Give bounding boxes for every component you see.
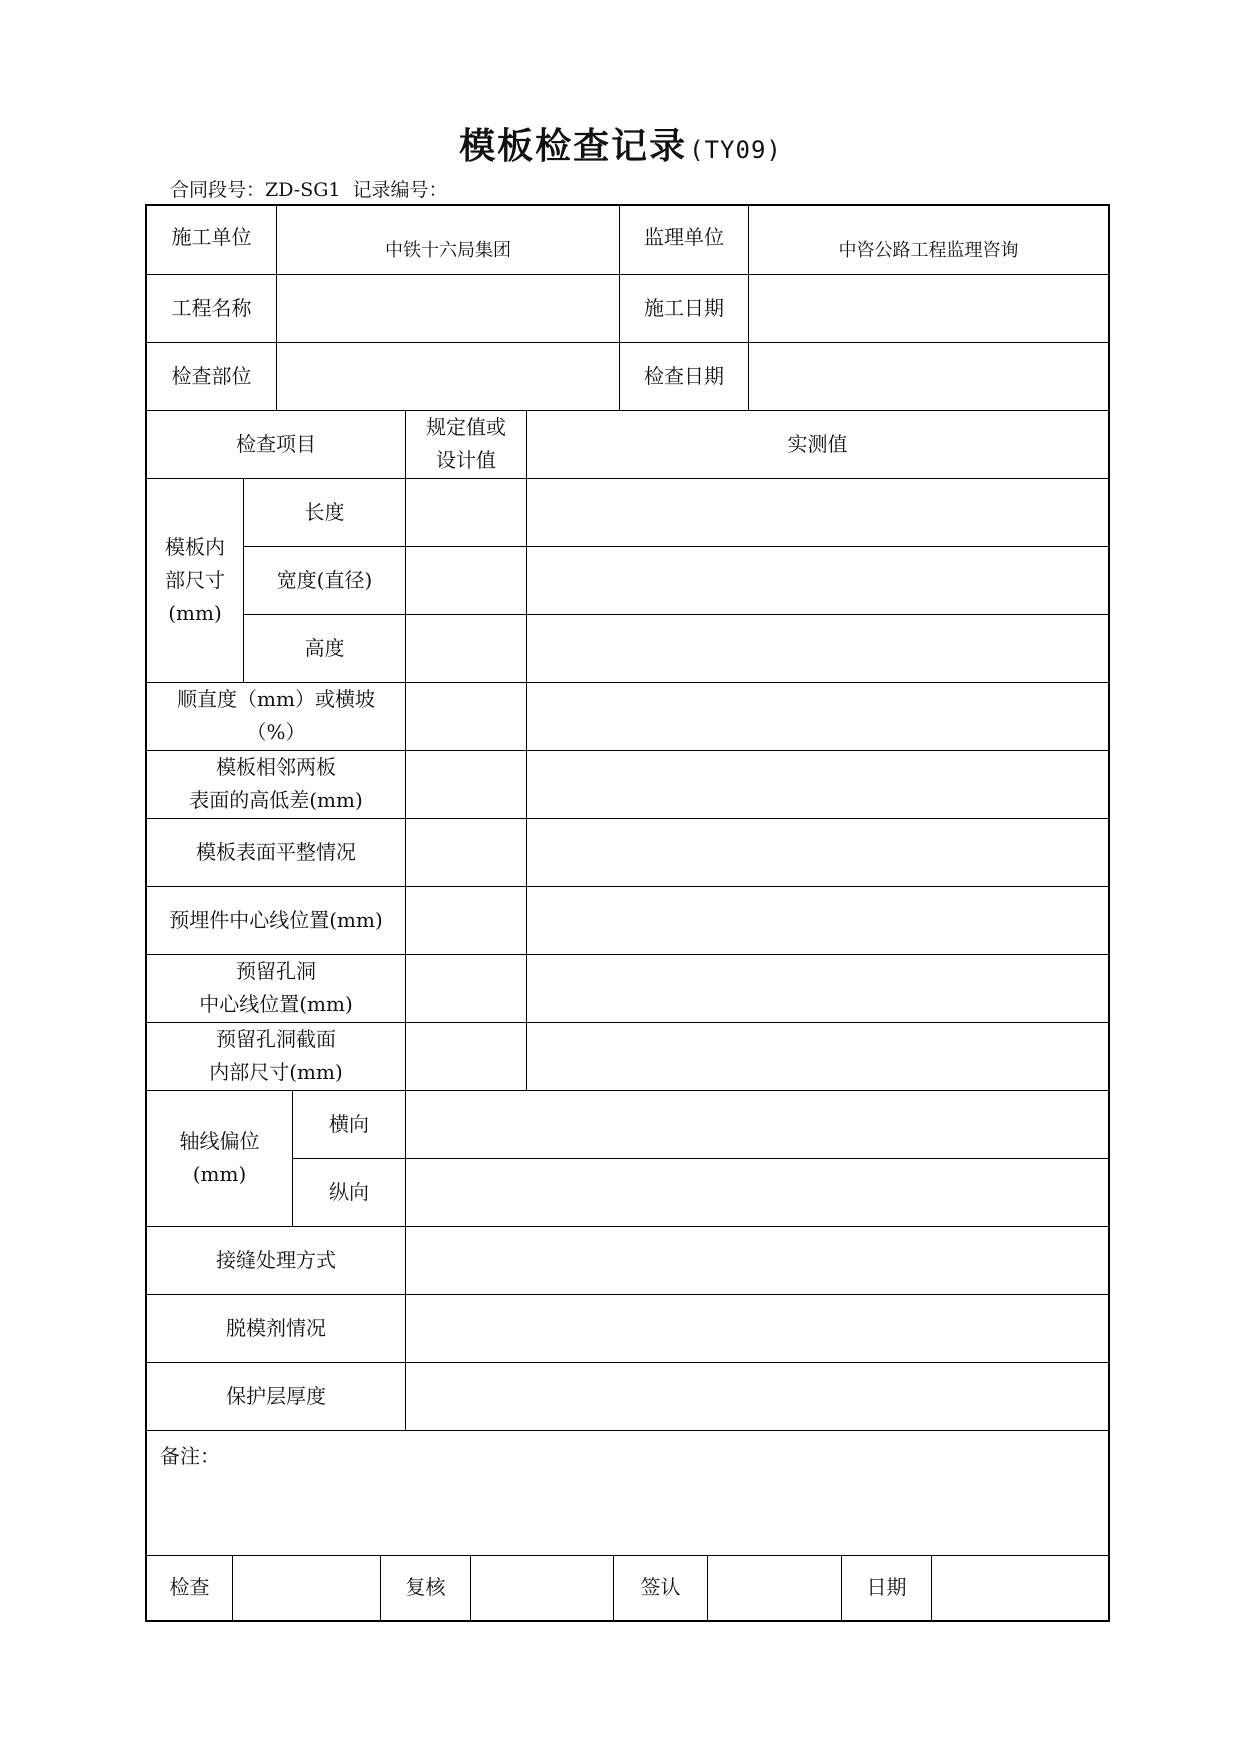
- flatness-label: 模板表面平整情况: [196, 839, 356, 864]
- supervisor-label: 监理单位: [644, 224, 724, 249]
- inspect-signature-field[interactable]: [233, 1555, 380, 1620]
- record-number: 记录编号：: [352, 179, 448, 201]
- inspection-location-field[interactable]: [277, 342, 619, 410]
- form-code: (TY09): [689, 136, 782, 164]
- column-item: 检查项目: [236, 431, 316, 456]
- confirm-signature-field[interactable]: [708, 1555, 841, 1620]
- project-name-label: 工程名称: [171, 295, 252, 320]
- embedded-parts-label: 预埋件中心线位置(mm): [169, 907, 383, 932]
- joint-treatment-label: 接缝处理方式: [216, 1247, 336, 1272]
- review-signature-field[interactable]: [471, 1555, 613, 1620]
- meta-line: [170, 175, 454, 202]
- remarks-label: 备注：: [160, 1444, 220, 1468]
- inspection-location-label: 检查部位: [171, 363, 252, 388]
- release-agent-label: 脱模剂情况: [226, 1315, 326, 1340]
- height-label: 高度: [304, 635, 345, 660]
- contractor-value: 中铁十六局集团: [385, 239, 511, 261]
- supervisor-value: 中咨公路工程监理咨询: [838, 239, 1019, 261]
- axis-offset-group: 轴线偏位 (mm): [179, 1129, 260, 1186]
- inspect-label: 检查: [169, 1575, 210, 1599]
- construction-date-label: 施工日期: [644, 295, 724, 320]
- date-field[interactable]: [932, 1555, 1108, 1620]
- cover-thickness-label: 保护层厚度: [226, 1383, 326, 1408]
- hole-center-label: 预留孔洞 中心线位置(mm): [199, 959, 353, 1016]
- page-title: [0, 118, 1241, 169]
- date-label: 日期: [866, 1575, 907, 1599]
- hole-section-label: 预留孔洞截面 内部尺寸(mm): [209, 1027, 343, 1084]
- column-spec: 规定值或 设计值: [426, 415, 506, 472]
- title-text: 模板检查记录: [459, 126, 688, 167]
- length-label: 长度: [304, 499, 345, 524]
- longitudinal-label: 纵向: [329, 1179, 369, 1204]
- internal-size-group: 模板内 部尺寸 (mm): [165, 534, 225, 625]
- transverse-label: 横向: [329, 1111, 369, 1136]
- inspection-date-label: 检查日期: [644, 363, 724, 388]
- confirm-label: 签认: [640, 1575, 681, 1599]
- inspection-date-field[interactable]: [749, 342, 1108, 410]
- straightness-label: 顺直度（mm）或横坡 （%）: [177, 687, 375, 744]
- construction-date-field[interactable]: [749, 274, 1108, 342]
- column-measured: 实测值: [787, 431, 848, 456]
- project-name-field[interactable]: [277, 274, 619, 342]
- inspection-form-table: [145, 204, 1110, 1622]
- contractor-label: 施工单位: [171, 224, 252, 249]
- review-label: 复核: [405, 1575, 446, 1599]
- contract-number: 合同段号：ZD-SG1: [170, 179, 341, 201]
- width-label: 宽度(直径): [276, 567, 373, 592]
- adjacent-difference-label: 模板相邻两板 表面的高低差(mm): [189, 755, 363, 812]
